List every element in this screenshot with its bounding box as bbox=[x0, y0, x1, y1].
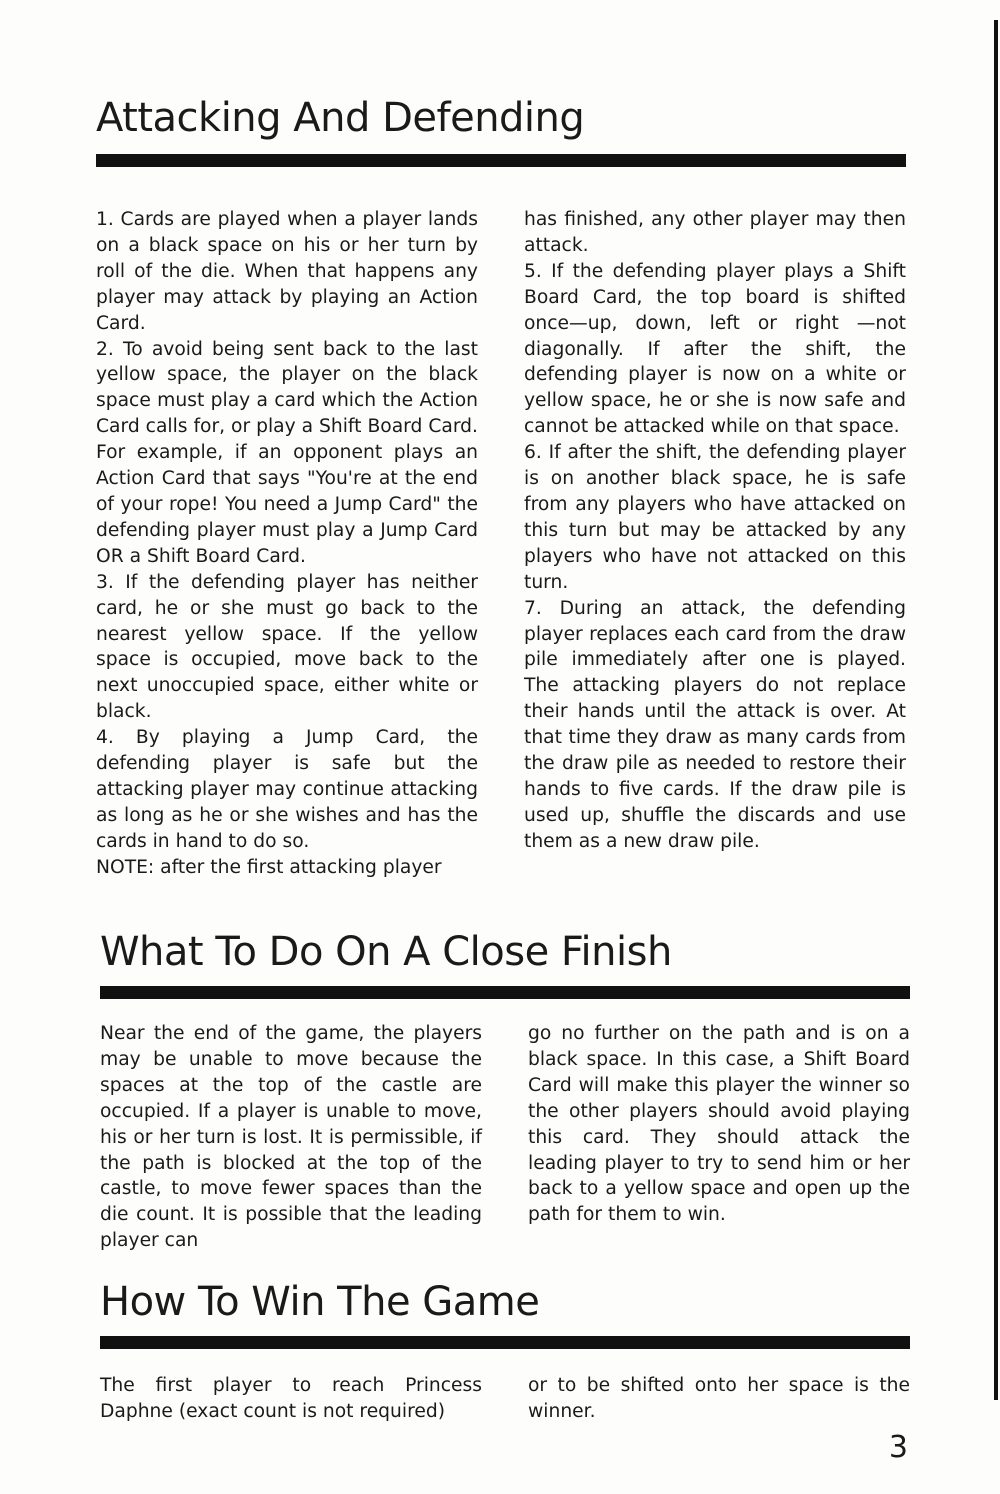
paragraph: go no further on the path and is on a black space. In this case, a Shift Board Card will make this player the winner so the other players should avoid playing this card. They should attack the leading player to try to send him or her back to a yellow space and open up the path for them to win. bbox=[528, 1023, 910, 1226]
section-title: What To Do On A Close Finish bbox=[100, 929, 672, 975]
section-title: How To Win The Game bbox=[100, 1279, 540, 1325]
section-attacking-and-defending bbox=[96, 96, 906, 881]
paragraph-5: 5. If the defending player plays a Shift Board Card, the top board is shifted once—up, down, left or right —not diagonally. If after the shift, the defending player is now on a white or yellow space, he or she is now safe and cannot be attacked while on that space. bbox=[524, 260, 906, 438]
paragraph-6: 6. If after the shift, the defending player is on another black space, he is safe from any players who have attacked on this turn but may be attacked by any players who have not attacked on this turn. bbox=[524, 442, 906, 593]
section-rule bbox=[100, 1336, 910, 1349]
right-column bbox=[524, 207, 906, 881]
section-rule bbox=[100, 986, 910, 999]
paragraph: Near the end of the game, the players may be unable to move because the spaces at the top of the castle are occupied. If a player is unable to move, his or her turn is lost. It is permissible, if the path is blocked at the top of the castle, to move fewer spaces than the die count. It is possible that the leading player can bbox=[100, 1023, 482, 1252]
paragraph-3: 3. If the defending player has neither card, he or she must go back to the nearest yellow space. If the yellow space is occupied, move back to the next unoccupied space, either white or black. bbox=[96, 571, 478, 723]
left-column bbox=[96, 207, 478, 881]
paragraph-1: 1. Cards are played when a player lands on a black space on his or her turn by roll of the die. When that happens any player may attack by playing an Action Card. bbox=[96, 209, 478, 334]
paragraph-4: 4. By playing a Jump Card, the defending player is safe but the attacking player may continue attacking as long as he or she wishes and has the cards in hand to do so. bbox=[96, 727, 478, 852]
note-paragraph: NOTE: after the first attacking player bbox=[96, 856, 442, 878]
section-rule bbox=[96, 154, 906, 167]
section-close-finish bbox=[100, 930, 910, 1254]
section-how-to-win bbox=[100, 1280, 910, 1425]
two-column-text bbox=[100, 1021, 910, 1254]
two-column-text bbox=[96, 207, 906, 881]
paragraph-7: 7. During an attack, the defending player replaces each card from the draw pile immediately after one is played. The attacking players do not replace their hands until the attack is over. At that time they draw as many cards from the draw pile as needed to restore their hands to five cards. If the draw pile is used up, shuffle the discards and use them as a new draw pile. bbox=[524, 597, 906, 852]
paragraph: or to be shifted onto her space is the winner. bbox=[528, 1375, 910, 1422]
two-column-text bbox=[100, 1373, 910, 1425]
right-column bbox=[528, 1373, 910, 1425]
paragraph: The first player to reach Princess Daphne (exact count is not required) bbox=[100, 1375, 482, 1422]
paragraph-2: 2. To avoid being sent back to the last yellow space, the player on the black space must play a card which the Action Card calls for, or play a Shift Board Card. For example, if an opponent plays an Action Card that says "You're at the end of your rope! You need a Jump Card" the defending player must play a Jump Card OR a Shift Board Card. bbox=[96, 338, 478, 567]
section-title: Attacking And Defending bbox=[96, 95, 585, 141]
page-number: 3 bbox=[888, 1430, 908, 1465]
right-column bbox=[528, 1021, 910, 1254]
left-column bbox=[100, 1021, 482, 1254]
note-continuation: has finished, any other player may then attack. bbox=[524, 209, 906, 256]
page-edge-line bbox=[994, 20, 998, 1400]
left-column bbox=[100, 1373, 482, 1425]
